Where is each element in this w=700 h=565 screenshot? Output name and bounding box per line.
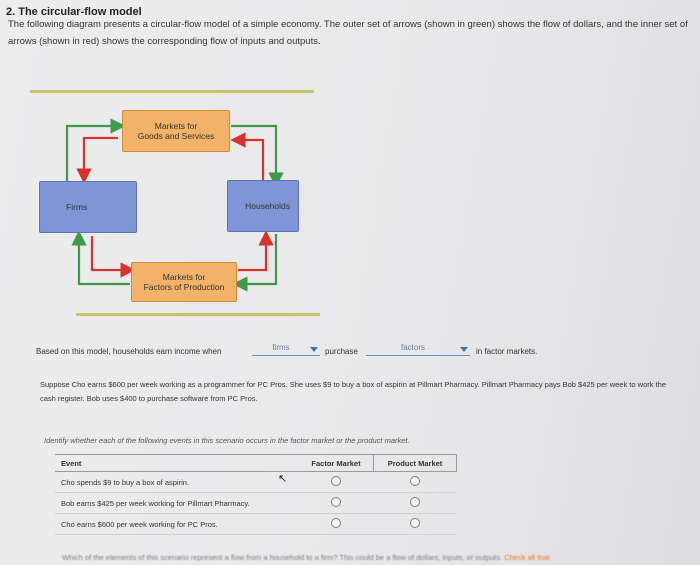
chevron-down-icon [460, 347, 468, 352]
header-event: Event [55, 455, 299, 472]
goods-services-market-box: Markets for Goods and Services [122, 110, 230, 152]
red-arrow-hh-to-goods [238, 140, 263, 180]
question-title: 2. The circular-flow model [6, 6, 142, 18]
green-arrow-hh-to-factors [240, 234, 276, 284]
question-intro: The following diagram presents a circular-flow model of a simple economy. The outer set of arrows (shown in green) shows the flow of dollars, and the inner set of arrows (shown in red) shows the corresponding flow of inputs and outputs. [8, 19, 688, 47]
scenario-text: Suppose Cho earns $600 per week working as a programmer for PC Pros. She uses $9 to buy a box of aspirin at Pillmart Pharmacy. Pillmart Pharmacy pays Bob $425 per week to work the cash register. Bob uses $400 to purchase software from PC Pros. [40, 380, 666, 403]
fill-in-prefix: Based on this model, households earn income when [36, 347, 222, 356]
header-product-market: Product Market [374, 455, 457, 472]
red-arrow-firms-to-factors [92, 236, 128, 270]
fill-in-middle: purchase [325, 347, 358, 356]
event-label: Cho earns $600 per week working for PC Pros. [55, 514, 299, 535]
table-row [55, 472, 457, 493]
green-arrow-goods-to-hh [231, 126, 276, 180]
event-label: Bob earns $425 per week working for Pillmart Pharmacy. [55, 493, 299, 514]
mouse-pointer-icon: ↖ [278, 473, 288, 485]
table-row [55, 493, 457, 514]
factor-market-box: Markets for Factors of Production [131, 262, 237, 302]
red-arrow-factors-to-hh [238, 238, 266, 270]
radio-factor-market[interactable] [331, 476, 341, 486]
divider-bottom [76, 313, 320, 316]
red-arrow-goods-to-firms [84, 138, 118, 176]
green-arrow-firms-to-goods [67, 126, 118, 182]
radio-factor-market[interactable] [331, 497, 341, 507]
event-table [55, 454, 457, 535]
next-question-text [62, 553, 550, 562]
households-box: Households [227, 180, 299, 232]
check-all-link[interactable]: Check all that [504, 553, 550, 562]
event-label: Cho spends $9 to buy a box of aspirin. [55, 472, 299, 493]
header-factor-market: Factor Market [299, 455, 374, 472]
radio-product-market[interactable] [410, 518, 420, 528]
radio-product-market[interactable] [410, 476, 420, 486]
chevron-down-icon [310, 347, 318, 352]
fill-in-suffix: in factor markets. [476, 347, 538, 356]
radio-factor-market[interactable] [331, 518, 341, 528]
dropdown-item[interactable] [366, 343, 470, 356]
green-arrow-factors-to-firms [79, 238, 130, 284]
firms-box: Firms [39, 181, 137, 233]
instruction-text: Identify whether each of the following events in this scenario occurs in the factor market or the product market. [44, 436, 410, 445]
radio-product-market[interactable] [410, 497, 420, 507]
dropdown-buyer[interactable] [252, 343, 320, 356]
next-question-label: Which of the elements of this scenario represent a flow from a household to a firm? This could be a flow of dollars, inputs, or outputs. [62, 553, 503, 562]
dropdown-buyer-value: firms [272, 343, 290, 352]
table-row [55, 514, 457, 535]
dropdown-item-value: factors [400, 343, 425, 352]
